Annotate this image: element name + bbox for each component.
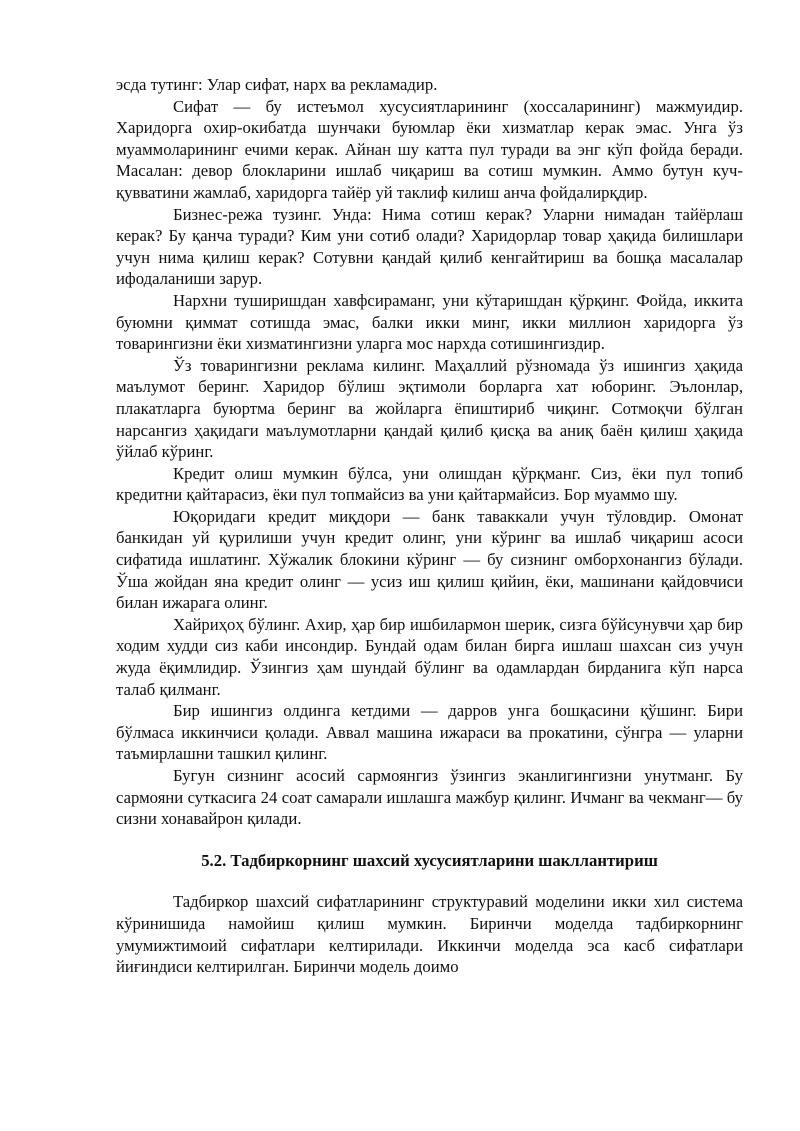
section-heading: 5.2. Тадбиркорнинг шахсий хусусиятларини шакллантириш <box>201 850 658 870</box>
paragraph-7: Юқоридаги кредит миқдори — банк таваккали учун тўловдир. Омонат банкидан уй қурилиши учун кредит олинг, уни кўринг ва ишлаб чиқариш асоси сифатида ишлатинг. Хўжалик блокини кўринг — бу сизнинг омборхонангиз бўлади. Ўша жойдан яна кредит олинг — усиз иш қилиш қийин, ёки, машинани қайдовчиси билан ижарага олинг. <box>116 506 743 613</box>
document-page <box>116 74 743 978</box>
paragraph-10: Бугун сизнинг асосий сармоянгиз ўзингиз эканлигингизни унутманг. Бу сармояни суткасига 24 соат самарали ишлашга мажбур қилинг. Ичманг ва чекманг— бу сизни хонавайрон қилади. <box>116 766 743 829</box>
paragraph-1: эсда тутинг: Улар сифат, нарх ва рекламадир. <box>116 75 438 94</box>
paragraph-2: Сифат — бу истеъмол хусусиятларининг (хоссаларининг) мажмуидир. Харидорга охир-окибатда шунчаки буюмлар ёки хизматлар керак эмас. Унга ўз муаммоларининг ечими керак. Айнан шу катта пул туради ва энг кўп фойда беради. Масалан: девор блокларини ишлаб чиқариш ва сотиш мумкин. Аммо бутун куч-қувватини жамлаб, харидорга тайёр уй таклиф килиш анча фойдалирқдир. <box>116 96 743 202</box>
paragraph-9: Бир ишингиз олдинга кетдими — дарров унга бошқасини қўшинг. Бири бўлмаса иккинчиси қолади. Аввал машина ижараси ва прокатини, сўнгра — уларни таъмирлашни ташкил қилинг. <box>116 701 743 764</box>
paragraph-6: Кредит олиш мумкин бўлса, уни олишдан қўрқманг. Сиз, ёки пул топиб кредитни қайтарасиз, ёки пул топмайсиз ва уни қайтармайсиз. Бор муаммо шу. <box>116 463 743 505</box>
paragraph-5: Ўз товарингизни реклама килинг. Маҳаллий рўзномада ўз ишингиз ҳақида маълумот беринг. Харидор бўлиш эқтимоли борларга хат юборинг. Эълонлар, плакатларга буюртма беринг ва жойларга ёпиштириб чиқинг. Сотмоқчи бўлган нарсангиз ҳақидаги маълумотларни қандай қилиб қисқа ва аниқ баён қилиш ҳақида ўйлаб кўринг. <box>116 355 743 462</box>
paragraph-8: Хайриҳоҳ бўлинг. Ахир, ҳар бир ишбилармон шерик, сизга бўйсунувчи ҳар бир ходим худди сиз каби инсондир. Бундай одам билан бирга ишлаш шахсан сиз учун жуда ёқимлидир. Ўзингиз ҳам шундай бўлинг ва одамлардан бирданига кўп нарса талаб қилманг. <box>116 614 743 699</box>
paragraph-after-heading: Тадбиркор шахсий сифатларининг структуравий моделини икки хил система кўринишида намойиш қилиш мумкин. Биринчи моделда тадбиркорнинг умумижтимоий сифатлари келтирилади. Иккинчи моделда эса касб сифатлари йиғиндиси келтирилган. Биринчи модель доимо <box>116 892 743 977</box>
paragraph-3: Бизнес-режа тузинг. Унда: Нима сотиш керак? Уларни нимадан тайёрлаш керак? Бу қанча туради? Ким уни сотиб олади? Харидорлар товар ҳақида билишлари учун нима қилиш керак? Сотувни қандай қилиб кенгайтириш ва бошқа масалалар ифодаланиши зарур. <box>116 204 743 289</box>
paragraph-4: Нархни туширишдан хавфсираманг, уни кўтаришдан қўрқинг. Фойда, иккита буюмни қиммат сотишда эмас, балки икки минг, икки миллион харидорга ўз товарингизни ёки хизматингизни уларга мос нархда сотишингиздир. <box>116 290 743 354</box>
